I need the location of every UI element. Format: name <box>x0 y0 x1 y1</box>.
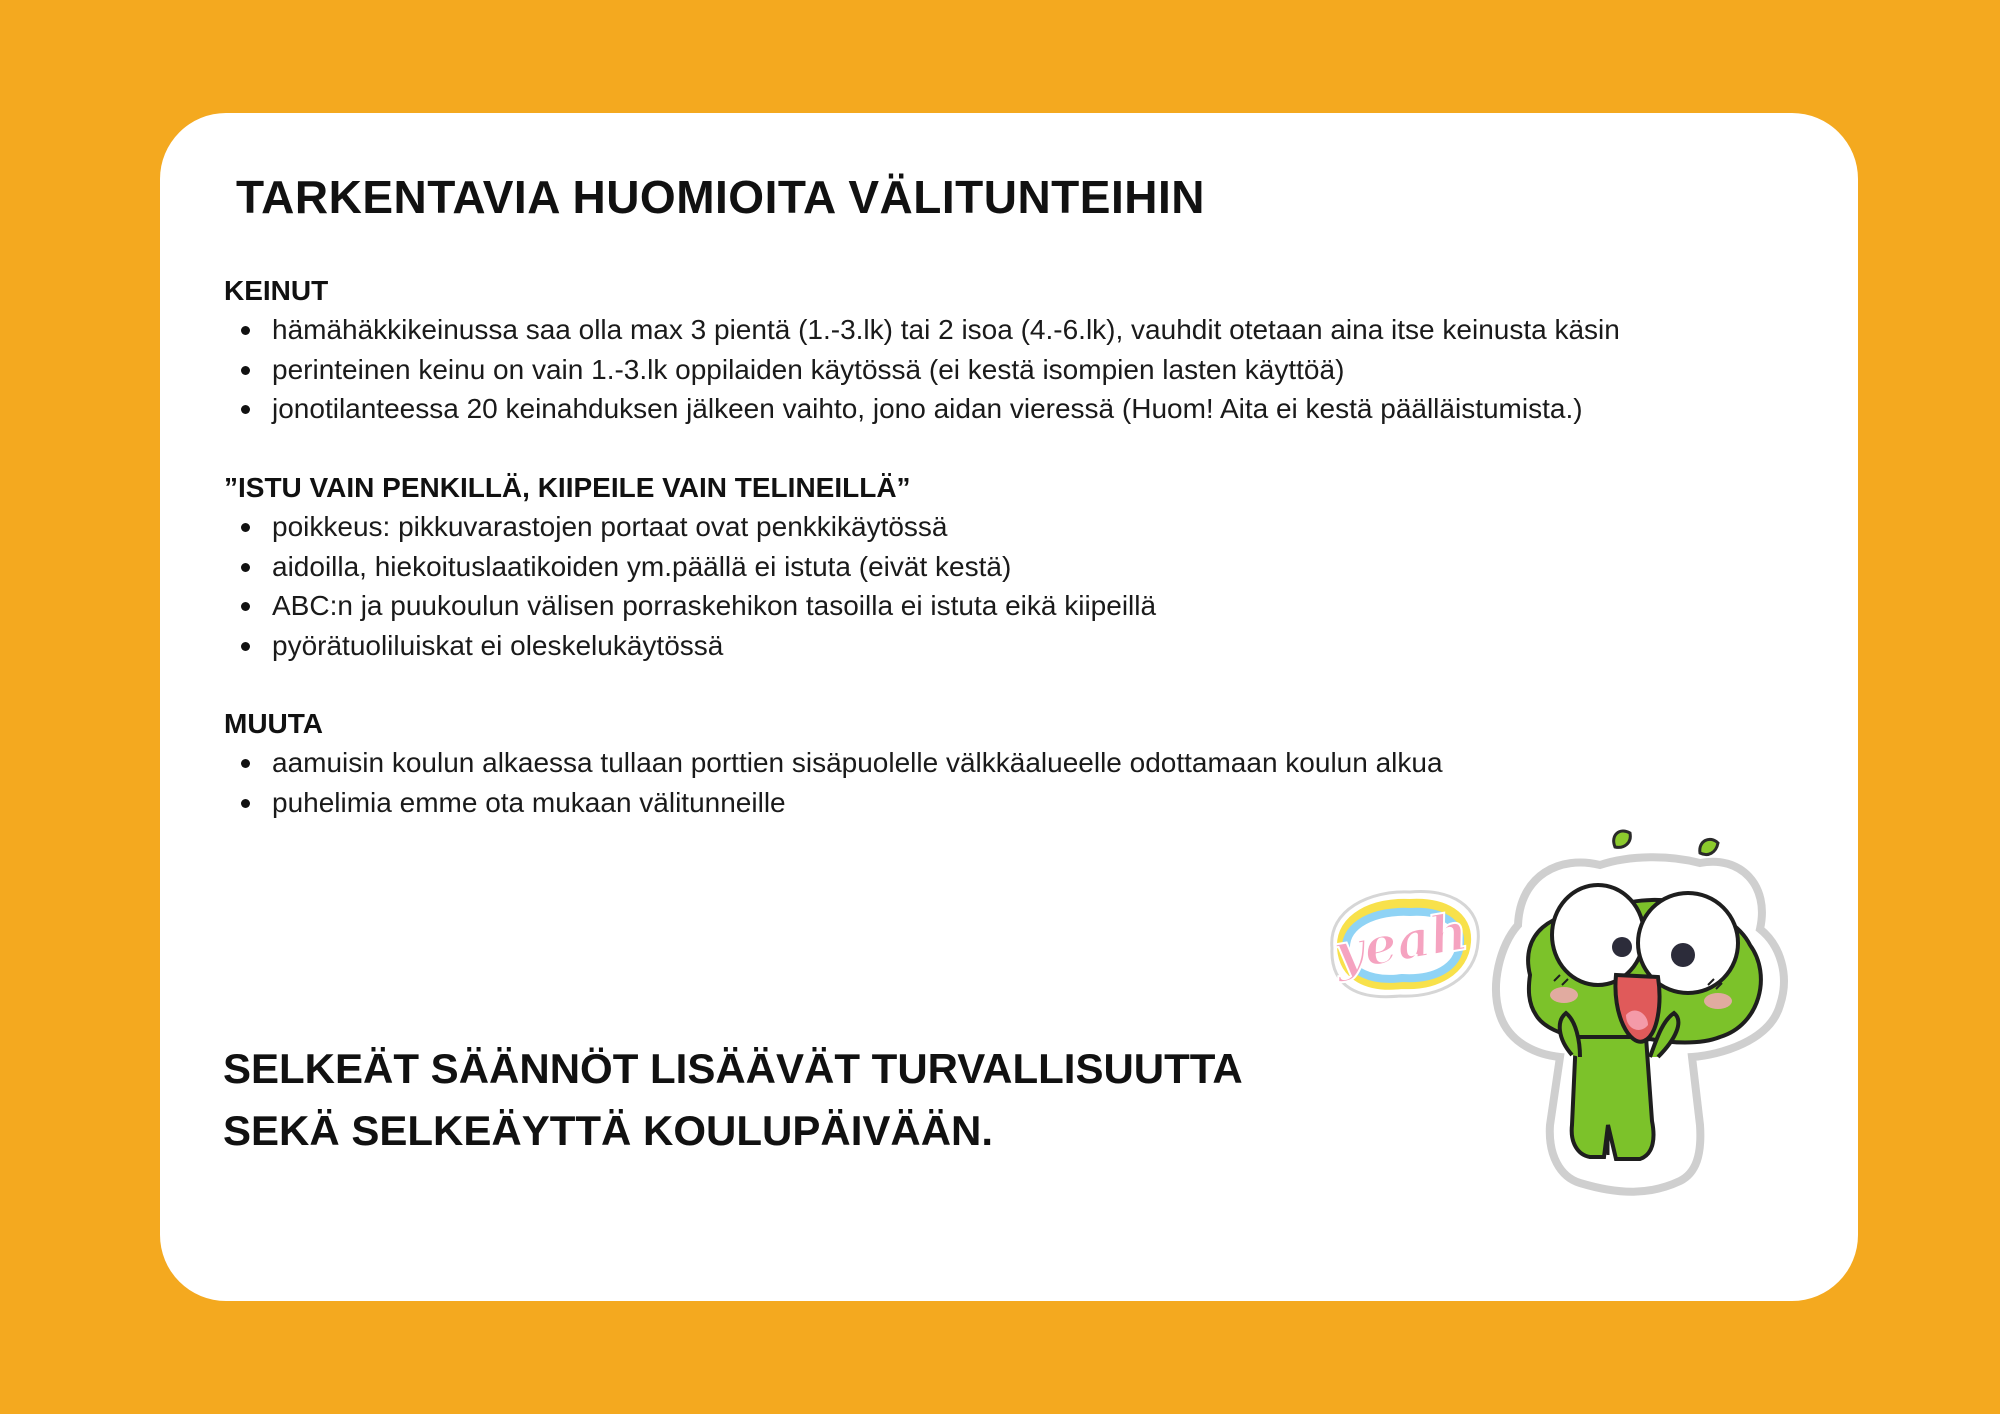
list-item-text: jonotilanteessa 20 keinahduksen jälkeen vaihto, jono aidan vieressä (Huom! Aita ei kestä päälläistumista.) <box>272 393 1583 424</box>
bullet-list <box>224 743 1443 822</box>
list-item-text: poikkeus: pikkuvarastojen portaat ovat penkkikäytössä <box>272 511 948 542</box>
bullet-icon <box>241 326 250 335</box>
list-item-text: hämähäkkikeinussa saa olla max 3 pientä (1.-3.lk) tai 2 isoa (4.-6.lk), vauhdit otetaan aina itse keinusta käsin <box>272 314 1620 345</box>
section-heading: ”ISTU VAIN PENKILLÄ, KIIPEILE VAIN TELINEILLÄ” <box>224 472 911 503</box>
list-item <box>224 626 1156 666</box>
section-istu-vain-penkilla <box>224 469 1156 665</box>
list-item-text: ABC:n ja puukoulun välisen porraskehikon tasoilla ei istuta eikä kiipeillä <box>272 590 1157 621</box>
list-item <box>224 310 1620 350</box>
list-item <box>224 586 1156 626</box>
page-title: TARKENTAVIA HUOMIOITA VÄLITUNTEIHIN <box>236 171 1205 223</box>
list-item-text: perinteinen keinu on vain 1.-3.lk oppilaiden käytössä (ei kestä isompien lasten käyttöä) <box>272 353 1345 385</box>
list-item-text: pyörätuoliluiskat ei oleskelukäytössä <box>272 629 724 661</box>
bullet-icon <box>241 563 250 572</box>
list-item <box>224 507 1156 547</box>
bullet-icon <box>241 799 250 808</box>
section-muuta <box>224 705 1443 822</box>
list-item-text: puhelimia emme ota mukaan välitunneille <box>272 786 786 818</box>
section-keinut <box>224 272 1620 429</box>
frog-sticker-icon <box>1480 825 1810 1215</box>
bullet-list <box>224 310 1620 429</box>
sticker-text: yeah <box>1329 900 1473 985</box>
bullet-icon <box>241 642 250 651</box>
closing-statement <box>223 1038 1243 1162</box>
bullet-icon <box>241 602 250 611</box>
section-heading: MUUTA <box>224 708 324 739</box>
bullet-icon <box>241 366 250 375</box>
list-item <box>224 783 1443 823</box>
section-heading: KEINUT <box>224 275 329 306</box>
list-item-text: aidoilla, hiekoituslaatikoiden ym.päällä ei istuta (eivät kestä) <box>272 550 1012 582</box>
bullet-icon <box>241 523 250 532</box>
closing-line: SEKÄ SELKEÄYTTÄ KOULUPÄIVÄÄN. <box>223 1107 994 1154</box>
list-item <box>224 389 1620 429</box>
bullet-list <box>224 507 1156 665</box>
yeah-sticker-icon <box>1310 870 1490 1030</box>
list-item <box>224 547 1156 587</box>
list-item <box>224 743 1443 783</box>
list-item <box>224 350 1620 390</box>
bullet-icon <box>241 759 250 768</box>
bullet-icon <box>241 405 250 414</box>
closing-line: SELKEÄT SÄÄNNÖT LISÄÄVÄT TURVALLISUUTTA <box>223 1045 1243 1092</box>
list-item-text: aamuisin koulun alkaessa tullaan porttien sisäpuolelle välkkäalueelle odottamaan koulun alkua <box>272 747 1443 778</box>
